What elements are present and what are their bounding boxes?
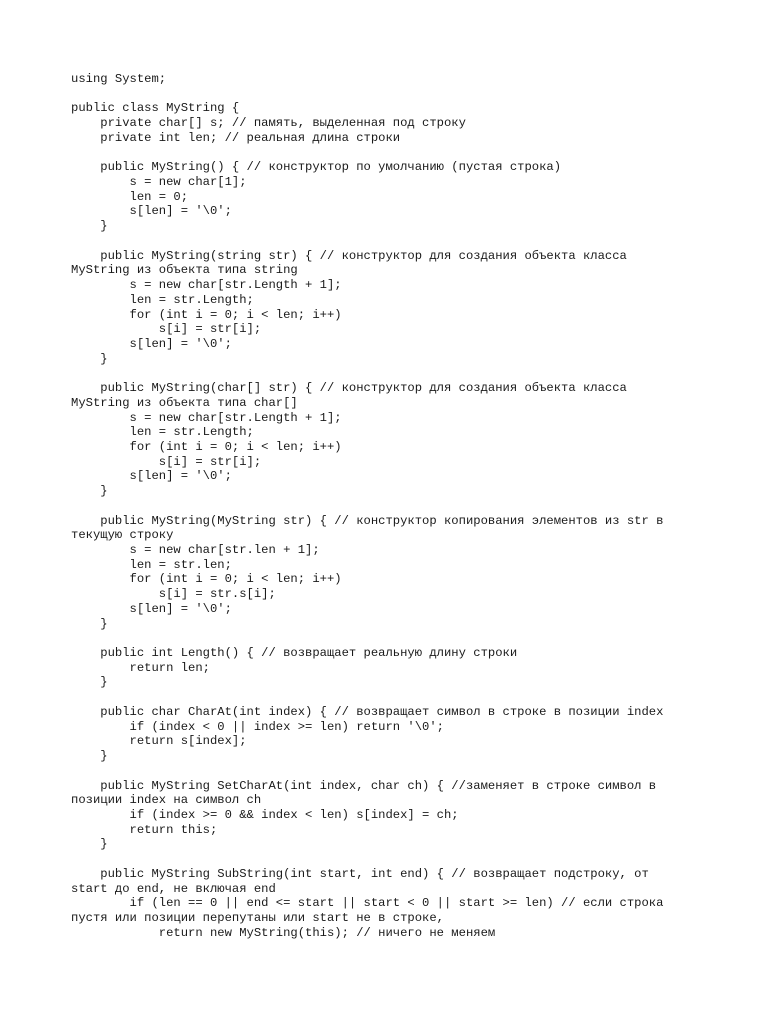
code-line: MyString из объекта типа string [71,263,298,278]
code-line: s[i] = str[i]; [71,322,262,337]
blank-line [71,852,711,867]
code-line: s[len] = '\0'; [71,336,232,351]
code-line: s = new char[str.Length + 1]; [71,410,342,425]
code-line: s[i] = str.s[i]; [71,587,276,602]
code-line: len = str.Length; [71,425,254,440]
code-line: public class MyString { [71,101,240,116]
code-line: s[len] = '\0'; [71,469,232,484]
code-line: s = new char[str.Length + 1]; [71,278,342,293]
code-line: public MyString SubString(int start, int end) { // возвращает подстроку, от [71,866,649,881]
code-line: public MyString(MyString str) { // конструктор копирования элементов из str в [71,513,664,528]
code-line: } [71,484,108,499]
code-line: return s[index]; [71,734,247,749]
code-line: позиции index на символ ch [71,793,262,808]
code-line: for (int i = 0; i < len; i++) [71,572,342,587]
code-line: пустя или позиции перепутаны или start не в строке, [71,910,444,925]
code-line: public MyString SetCharAt(int index, char ch) { //заменяет в строке символ в [71,778,657,793]
code-line: } [71,616,108,631]
code-line: s[len] = '\0'; [71,204,232,219]
code-line: public char CharAt(int index) { // возвращает символ в строке в позиции index [71,704,664,719]
code-line: текущую строку [71,528,174,543]
code-line: public MyString(string str) { // конструктор для создания объекта класса [71,248,627,263]
code-line: start до end, не включая end [71,881,276,896]
code-line: return len; [71,660,210,675]
code-line: public MyString(char[] str) { // конструктор для создания объекта класса [71,381,627,396]
code-block [71,72,711,940]
blank-line [71,690,711,705]
code-line: if (index >= 0 && index < len) s[index] = ch; [71,807,459,822]
code-line: s[len] = '\0'; [71,601,232,616]
code-line: private int len; // реальная длина строки [71,130,401,145]
code-line: } [71,351,108,366]
blank-line [71,146,711,161]
code-line: } [71,675,108,690]
code-line: len = str.len; [71,557,232,572]
blank-line [71,234,711,249]
code-line: for (int i = 0; i < len; i++) [71,439,342,454]
blank-line [71,366,711,381]
blank-line [71,631,711,646]
code-line: return new MyString(this); // ничего не меняем [71,925,496,940]
code-line: } [71,837,108,852]
code-line: private char[] s; // память, выделенная под строку [71,116,466,131]
blank-line [71,764,711,779]
code-line: for (int i = 0; i < len; i++) [71,307,342,322]
code-line: MyString из объекта типа char[] [71,395,298,410]
blank-line [71,499,711,514]
code-line: } [71,749,108,764]
code-line: return this; [71,822,218,837]
code-line: public MyString() { // конструктор по умолчанию (пустая строка) [71,160,562,175]
code-line: len = 0; [71,189,189,204]
code-line: s = new char[1]; [71,175,247,190]
code-line: public int Length() { // возвращает реальную длину строки [71,646,518,661]
code-line: if (index < 0 || index >= len) return '\0'; [71,719,444,734]
code-line: len = str.Length; [71,292,254,307]
code-line: using System; [71,72,167,86]
code-line: s[i] = str[i]; [71,454,262,469]
code-line: if (len == 0 || end <= start || start < 0 || start >= len) // если строка [71,896,664,911]
code-line: s = new char[str.len + 1]; [71,543,320,557]
blank-line [71,87,711,102]
code-line: } [71,219,108,234]
